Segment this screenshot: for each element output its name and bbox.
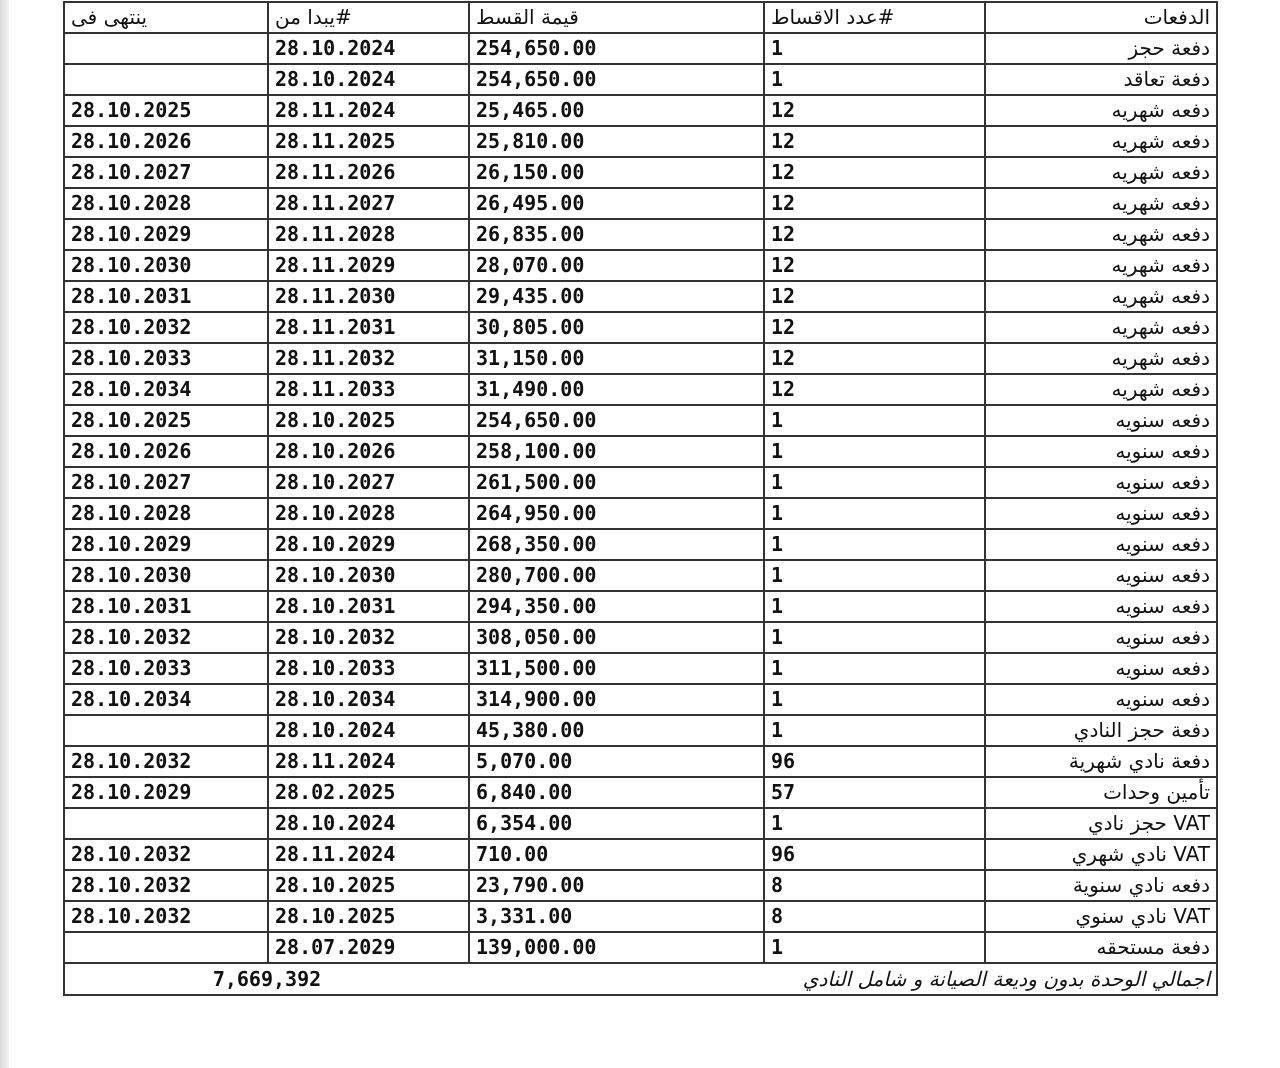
installment-value-cell: 294,350.00 bbox=[469, 591, 764, 622]
end-date-cell: 28.10.2034 bbox=[64, 684, 268, 715]
table-row bbox=[64, 126, 1217, 157]
installment-value-cell: 308,050.00 bbox=[469, 622, 764, 653]
table-row bbox=[64, 374, 1217, 405]
start-date-cell: 28.11.2032 bbox=[268, 343, 469, 374]
start-date-cell: 28.11.2029 bbox=[268, 250, 469, 281]
start-date-cell: 28.10.2032 bbox=[268, 622, 469, 653]
payment-name-cell: VAT نادي شهري bbox=[985, 839, 1217, 870]
end-date-cell: 28.10.2030 bbox=[64, 560, 268, 591]
start-date-cell: 28.10.2024 bbox=[268, 715, 469, 746]
table-row bbox=[64, 157, 1217, 188]
table-row bbox=[64, 777, 1217, 808]
installment-value-cell: 258,100.00 bbox=[469, 436, 764, 467]
installment-count-cell: 1 bbox=[764, 436, 985, 467]
header-installment-count: #عدد الاقساط bbox=[764, 2, 985, 33]
installment-value-cell: 268,350.00 bbox=[469, 529, 764, 560]
table-row bbox=[64, 622, 1217, 653]
installment-count-cell: 12 bbox=[764, 343, 985, 374]
installment-value-cell: 26,150.00 bbox=[469, 157, 764, 188]
installment-count-cell: 1 bbox=[764, 932, 985, 963]
end-date-cell: 28.10.2025 bbox=[64, 95, 268, 126]
end-date-cell: 28.10.2027 bbox=[64, 467, 268, 498]
payment-name-cell: دفعه شهريه bbox=[985, 343, 1217, 374]
end-date-cell: 28.10.2029 bbox=[64, 777, 268, 808]
table-row bbox=[64, 684, 1217, 715]
installment-count-cell: 1 bbox=[764, 467, 985, 498]
payment-name-cell: دفعه شهريه bbox=[985, 312, 1217, 343]
payment-name-cell: دفعه شهريه bbox=[985, 219, 1217, 250]
end-date-cell: 28.10.2032 bbox=[64, 901, 268, 932]
end-date-cell: 28.10.2030 bbox=[64, 250, 268, 281]
installment-value-cell: 45,380.00 bbox=[469, 715, 764, 746]
start-date-cell: 28.10.2027 bbox=[268, 467, 469, 498]
table-row bbox=[64, 467, 1217, 498]
total-value: 7,669,392 bbox=[64, 963, 469, 995]
start-date-cell: 28.10.2025 bbox=[268, 405, 469, 436]
installment-value-cell: 5,070.00 bbox=[469, 746, 764, 777]
payment-name-cell: دفعه سنويه bbox=[985, 622, 1217, 653]
payment-name-cell: دفعه سنويه bbox=[985, 405, 1217, 436]
installment-count-cell: 12 bbox=[764, 281, 985, 312]
header-payments: الدفعات bbox=[985, 2, 1217, 33]
table-row bbox=[64, 343, 1217, 374]
start-date-cell: 28.11.2024 bbox=[268, 95, 469, 126]
start-date-cell: 28.10.2034 bbox=[268, 684, 469, 715]
end-date-cell: 28.10.2032 bbox=[64, 312, 268, 343]
table-row bbox=[64, 250, 1217, 281]
end-date-cell: 28.10.2033 bbox=[64, 343, 268, 374]
header-row bbox=[64, 2, 1217, 33]
installment-count-cell: 12 bbox=[764, 188, 985, 219]
table-row bbox=[64, 870, 1217, 901]
installment-value-cell: 28,070.00 bbox=[469, 250, 764, 281]
installment-count-cell: 12 bbox=[764, 126, 985, 157]
end-date-cell: 28.10.2026 bbox=[64, 436, 268, 467]
end-date-cell bbox=[64, 715, 268, 746]
installment-count-cell: 1 bbox=[764, 622, 985, 653]
installment-count-cell: 96 bbox=[764, 746, 985, 777]
end-date-cell: 28.10.2026 bbox=[64, 126, 268, 157]
page-edge-shadow bbox=[0, 0, 9, 1068]
payment-name-cell: VAT حجز نادي bbox=[985, 808, 1217, 839]
installment-value-cell: 6,354.00 bbox=[469, 808, 764, 839]
installment-count-cell: 57 bbox=[764, 777, 985, 808]
table-row bbox=[64, 312, 1217, 343]
start-date-cell: 28.11.2026 bbox=[268, 157, 469, 188]
installment-value-cell: 261,500.00 bbox=[469, 467, 764, 498]
installment-value-cell: 25,810.00 bbox=[469, 126, 764, 157]
installment-value-cell: 30,805.00 bbox=[469, 312, 764, 343]
start-date-cell: 28.11.2031 bbox=[268, 312, 469, 343]
installment-value-cell: 31,150.00 bbox=[469, 343, 764, 374]
payment-name-cell: دفعه سنويه bbox=[985, 591, 1217, 622]
installment-value-cell: 314,900.00 bbox=[469, 684, 764, 715]
installment-value-cell: 264,950.00 bbox=[469, 498, 764, 529]
installment-value-cell: 280,700.00 bbox=[469, 560, 764, 591]
installment-count-cell: 1 bbox=[764, 64, 985, 95]
end-date-cell: 28.10.2027 bbox=[64, 157, 268, 188]
start-date-cell: 28.10.2028 bbox=[268, 498, 469, 529]
installment-count-cell: 1 bbox=[764, 33, 985, 64]
installment-count-cell: 1 bbox=[764, 405, 985, 436]
table-row bbox=[64, 33, 1217, 64]
installment-count-cell: 8 bbox=[764, 901, 985, 932]
table-row bbox=[64, 95, 1217, 126]
payment-name-cell: دفعه شهريه bbox=[985, 188, 1217, 219]
table-row bbox=[64, 188, 1217, 219]
payment-name-cell: دفعة مستحقه bbox=[985, 932, 1217, 963]
payment-name-cell: تأمين وحدات bbox=[985, 777, 1217, 808]
payment-name-cell: دفعه سنويه bbox=[985, 529, 1217, 560]
table-row bbox=[64, 746, 1217, 777]
payment-name-cell: دفعة نادي شهرية bbox=[985, 746, 1217, 777]
end-date-cell bbox=[64, 808, 268, 839]
table-row bbox=[64, 808, 1217, 839]
end-date-cell: 28.10.2031 bbox=[64, 591, 268, 622]
end-date-cell: 28.10.2025 bbox=[64, 405, 268, 436]
header-end-date: ينتهى فى bbox=[64, 2, 268, 33]
start-date-cell: 28.10.2031 bbox=[268, 591, 469, 622]
start-date-cell: 28.11.2027 bbox=[268, 188, 469, 219]
table-row bbox=[64, 405, 1217, 436]
installment-value-cell: 26,835.00 bbox=[469, 219, 764, 250]
installment-count-cell: 12 bbox=[764, 374, 985, 405]
table-row bbox=[64, 281, 1217, 312]
start-date-cell: 28.10.2033 bbox=[268, 653, 469, 684]
table-row bbox=[64, 498, 1217, 529]
end-date-cell: 28.10.2031 bbox=[64, 281, 268, 312]
table-row bbox=[64, 560, 1217, 591]
payment-name-cell: VAT نادي سنوي bbox=[985, 901, 1217, 932]
payment-name-cell: دفعة حجز النادي bbox=[985, 715, 1217, 746]
start-date-cell: 28.10.2029 bbox=[268, 529, 469, 560]
start-date-cell: 28.10.2025 bbox=[268, 870, 469, 901]
start-date-cell: 28.11.2024 bbox=[268, 839, 469, 870]
installment-count-cell: 1 bbox=[764, 653, 985, 684]
installment-count-cell: 12 bbox=[764, 95, 985, 126]
end-date-cell: 28.10.2028 bbox=[64, 188, 268, 219]
total-label: اجمالي الوحدة بدون وديعة الصيانة و شامل النادي bbox=[469, 963, 1217, 995]
end-date-cell: 28.10.2029 bbox=[64, 219, 268, 250]
installment-value-cell: 25,465.00 bbox=[469, 95, 764, 126]
installment-value-cell: 710.00 bbox=[469, 839, 764, 870]
start-date-cell: 28.10.2024 bbox=[268, 33, 469, 64]
installment-value-cell: 6,840.00 bbox=[469, 777, 764, 808]
payment-name-cell: دفعه سنويه bbox=[985, 498, 1217, 529]
header-start-date: #يبدا من bbox=[268, 2, 469, 33]
installment-value-cell: 254,650.00 bbox=[469, 405, 764, 436]
installment-count-cell: 1 bbox=[764, 684, 985, 715]
installment-count-cell: 1 bbox=[764, 498, 985, 529]
end-date-cell: 28.10.2034 bbox=[64, 374, 268, 405]
payment-name-cell: دفعه سنويه bbox=[985, 560, 1217, 591]
table-row bbox=[64, 64, 1217, 95]
installment-count-cell: 12 bbox=[764, 312, 985, 343]
installment-value-cell: 254,650.00 bbox=[469, 33, 764, 64]
installment-value-cell: 254,650.00 bbox=[469, 64, 764, 95]
start-date-cell: 28.11.2033 bbox=[268, 374, 469, 405]
end-date-cell bbox=[64, 33, 268, 64]
installment-value-cell: 31,490.00 bbox=[469, 374, 764, 405]
table-row bbox=[64, 653, 1217, 684]
installment-count-cell: 8 bbox=[764, 870, 985, 901]
payment-name-cell: دفعه سنويه bbox=[985, 467, 1217, 498]
start-date-cell: 28.02.2025 bbox=[268, 777, 469, 808]
installment-value-cell: 26,495.00 bbox=[469, 188, 764, 219]
table-body bbox=[64, 33, 1217, 963]
payment-name-cell: دفعه سنويه bbox=[985, 684, 1217, 715]
installment-value-cell: 3,331.00 bbox=[469, 901, 764, 932]
total-row bbox=[64, 963, 1217, 995]
payment-table bbox=[63, 1, 1218, 996]
installment-count-cell: 1 bbox=[764, 529, 985, 560]
table-row bbox=[64, 591, 1217, 622]
installment-count-cell: 1 bbox=[764, 715, 985, 746]
installment-count-cell: 1 bbox=[764, 808, 985, 839]
payment-name-cell: دفعه شهريه bbox=[985, 95, 1217, 126]
table-row bbox=[64, 219, 1217, 250]
installment-value-cell: 29,435.00 bbox=[469, 281, 764, 312]
end-date-cell: 28.10.2032 bbox=[64, 622, 268, 653]
end-date-cell: 28.10.2032 bbox=[64, 839, 268, 870]
end-date-cell bbox=[64, 64, 268, 95]
start-date-cell: 28.07.2029 bbox=[268, 932, 469, 963]
start-date-cell: 28.10.2026 bbox=[268, 436, 469, 467]
start-date-cell: 28.11.2028 bbox=[268, 219, 469, 250]
payment-name-cell: دفعه شهريه bbox=[985, 250, 1217, 281]
table-row bbox=[64, 901, 1217, 932]
table-row bbox=[64, 839, 1217, 870]
payment-name-cell: دفعه شهريه bbox=[985, 157, 1217, 188]
payment-name-cell: دفعه سنويه bbox=[985, 653, 1217, 684]
start-date-cell: 28.10.2030 bbox=[268, 560, 469, 591]
start-date-cell: 28.11.2030 bbox=[268, 281, 469, 312]
start-date-cell: 28.10.2024 bbox=[268, 64, 469, 95]
installment-count-cell: 12 bbox=[764, 219, 985, 250]
table-row bbox=[64, 436, 1217, 467]
start-date-cell: 28.11.2024 bbox=[268, 746, 469, 777]
installment-count-cell: 12 bbox=[764, 157, 985, 188]
installment-value-cell: 311,500.00 bbox=[469, 653, 764, 684]
payment-name-cell: دفعه سنويه bbox=[985, 436, 1217, 467]
payment-name-cell: دفعة حجز bbox=[985, 33, 1217, 64]
header-installment-value: قيمة القسط bbox=[469, 2, 764, 33]
installment-count-cell: 96 bbox=[764, 839, 985, 870]
installment-value-cell: 139,000.00 bbox=[469, 932, 764, 963]
payment-name-cell: دفعه شهريه bbox=[985, 281, 1217, 312]
installment-count-cell: 1 bbox=[764, 560, 985, 591]
end-date-cell bbox=[64, 932, 268, 963]
payment-name-cell: دفعه شهريه bbox=[985, 126, 1217, 157]
table-row bbox=[64, 932, 1217, 963]
installment-count-cell: 12 bbox=[764, 250, 985, 281]
table-row bbox=[64, 715, 1217, 746]
payment-schedule bbox=[63, 1, 1210, 996]
payment-name-cell: دفعه شهريه bbox=[985, 374, 1217, 405]
installment-value-cell: 23,790.00 bbox=[469, 870, 764, 901]
end-date-cell: 28.10.2033 bbox=[64, 653, 268, 684]
start-date-cell: 28.10.2025 bbox=[268, 901, 469, 932]
start-date-cell: 28.10.2024 bbox=[268, 808, 469, 839]
table-row bbox=[64, 529, 1217, 560]
end-date-cell: 28.10.2029 bbox=[64, 529, 268, 560]
start-date-cell: 28.11.2025 bbox=[268, 126, 469, 157]
end-date-cell: 28.10.2032 bbox=[64, 870, 268, 901]
payment-name-cell: دفعة تعاقد bbox=[985, 64, 1217, 95]
payment-name-cell: دفعه نادي سنوية bbox=[985, 870, 1217, 901]
end-date-cell: 28.10.2028 bbox=[64, 498, 268, 529]
installment-count-cell: 1 bbox=[764, 591, 985, 622]
end-date-cell: 28.10.2032 bbox=[64, 746, 268, 777]
